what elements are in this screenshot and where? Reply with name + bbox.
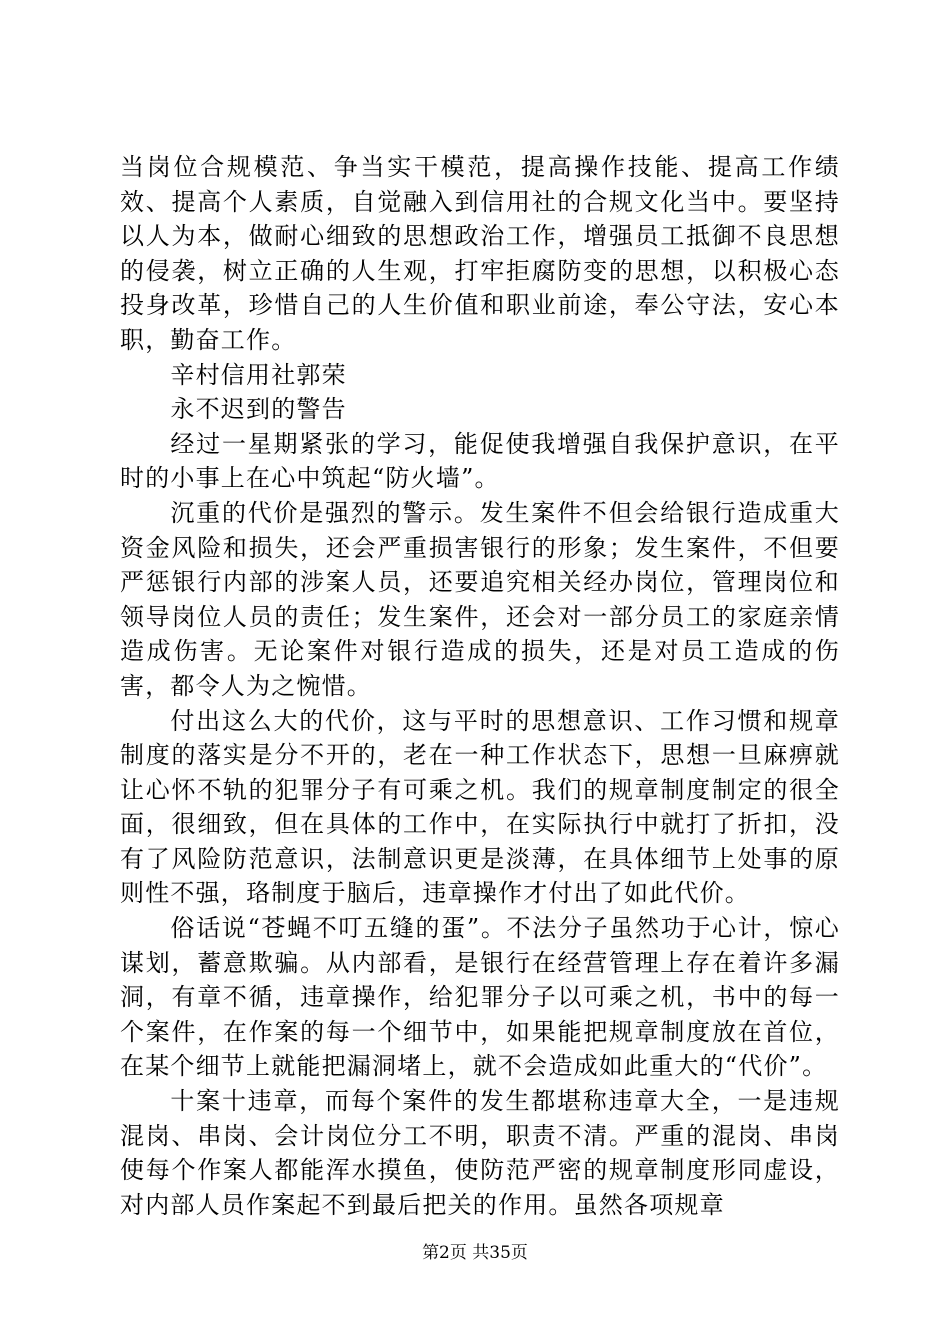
paragraph-2: 辛村信用社郭荣: [170, 360, 347, 389]
paragraph-4: 经过一星期紧张的学习，能促使我增强自我保护意识，在平时的小事上在心中筑起“防火墙”。: [120, 429, 840, 493]
paragraph-6: 付出这么大的代价，这与平时的思想意识、工作习惯和规章制度的落实是分不开的，老在一种工作状态下，思想一旦麻痹就让心怀不轨的犯罪分子有可乘之机。我们的规章制度制定的很全面，很细致，但在具体的工作中，在实际执行中就打了折扣，没有了风险防范意识，法制意识更是淡薄，在具体细节上处事的原则性不强，珞制度于脑后，违章操作才付出了如此代价。: [120, 706, 840, 908]
paragraph-8: 十案十违章，而每个案件的发生都堪称违章大全，一是违规混岗、串岗、会计岗位分工不明，职责不清。严重的混岗、串岗使每个作案人都能浑水摸鱼，使防范严密的规章制度形同虚设，对内部人员作案起不到最后把关的作用。虽然各项规章: [120, 1087, 840, 1219]
paragraph-1: 当岗位合规模范、争当实干模范，提高操作技能、提高工作绩效、提高个人素质，自觉融入到信用社的合规文化当中。要坚持以人为本，做耐心细致的思想政治工作，增强员工抵御不良思想的侵袭，树立正确的人生观，打牢拒腐防变的思想，以积极心态投身改革，珍惜自己的人生价值和职业前途，奉公守法，安心本职，勤奋工作。: [120, 153, 840, 354]
paragraph-3: 永不迟到的警告: [170, 395, 347, 424]
body-text: [120, 150, 840, 1222]
paragraph-7: 俗话说“苍蝇不叮五缝的蛋”。不法分子虽然功于心计，惊心谋划，蓄意欺骗。从内部看，是银行在经营管理上存在着许多漏洞，有章不循，违章操作，给犯罪分子以可乘之机，书中的每一个案件，在作案的每一个细节中，如果能把规章制度放在首位，在某个细节上就能把漏洞堵上，就不会造成如此重大的“代价”。: [120, 914, 840, 1081]
paragraph-5: 沉重的代价是强烈的警示。发生案件不但会给银行造成重大资金风险和损失，还会严重损害银行的形象；发生案件，不但要严惩银行内部的涉案人员，还要追究相关经办岗位，管理岗位和领导岗位人员的责任；发生案件，还会对一部分员工的家庭亲情造成伤害。无论案件对银行造成的损失，还是对员工造成的伤害，都令人为之惋惜。: [120, 498, 840, 700]
page-footer: 第2页 共35页: [422, 1243, 528, 1263]
